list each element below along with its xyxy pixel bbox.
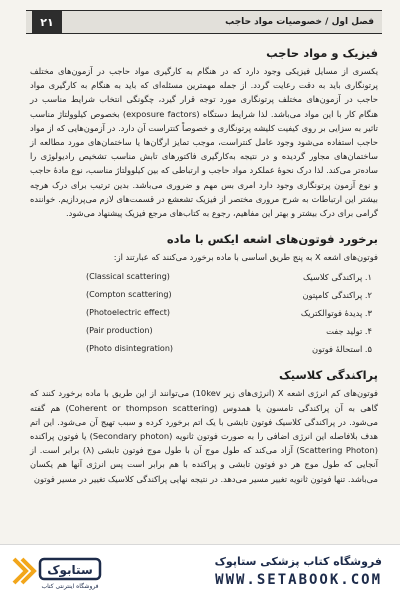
section-title-physics: فیزیک و مواد حاجب [266, 46, 378, 60]
section-title-interactions: برخورد فوتون‌های اشعه ایکس با ماده [166, 232, 378, 247]
section-intro-interactions: فوتون‌های اشعه X به پنج طریق اساسی با ماده برخورد می‌کنند که عبارتند از: [113, 252, 378, 263]
svg-text:فروشگاه اینترنتی کتاب: فروشگاه اینترنتی کتاب [41, 583, 99, 590]
running-head: فصل اول / خصوصیات مواد حاجب [225, 17, 374, 27]
list-item: ۳. پدیدهٔ فوتوالکتریک (Photoelectric effect) [86, 308, 372, 319]
list-item: ۴. تولید جفت (Pair production) [86, 326, 372, 337]
interaction-list [30, 268, 378, 358]
store-footer-banner [0, 544, 400, 597]
page-content [30, 38, 378, 486]
store-url[interactable]: WWW.SETABOOK.COM [215, 572, 382, 588]
setabook-logo [10, 551, 122, 591]
section-paragraph-physics: یکسری از مسایل فیزیکی وجود دارد که در هنگام به کارگیری مواد حاجب در آزمون‌های مختلف پرتونگاری باید به دقت رعایت گردد. از جمله مهمترین مسئله‌ای که باید به هنگام به کارگیری مواد حاجب در آزمون‌های مختلف پرتونگاری مورد توجه قرار گیرد، چگونگی انتخاب شرایط مناسب در هنگام کار با این مواد می‌باشد. لذا شرایط دستگاه (exposure factors) بخصوص کیلوولتاژ مناسب تاثیر به سزایی بر روی کیفیت کلیشه پرتونگاری و خصوصاً کنتراست آن دارد. در آزمون‌هایی که از مواد حاجب استفاده می‌شود وجود عامل کنتراست، موجب تمایز ارگان‌ها یا ساختمان‌های مورد مطالعه از ساختمان‌های مجاور گردیده و در نتیجه به‌کارگیری فاکتورهای تابش مناسب تشخیص رادیولوژی را ساده‌تر می‌کند. لذا درک نحوهٔ عملکرد مواد حاجب و ارتباطی که بین کیلوولتاژ مناسب، نوع مادهٔ حاجب و نوع آزمون پرتونگاری وجود دارد امری بس مهم و ضروری می‌باشد. بدین ترتیب برای درک هرچه بیشتر این ارتباطات به شرح مروری مختصر از فیزیک تشعشع در قسمت‌های لازم می‌پردازیم. خواننده گرامی برای درک بیشتر و بهتر این مفاهیم، رجوع به کتاب‌های مرجع فیزیک پیشنهاد می‌شود. [30, 66, 378, 219]
list-item: ۱. پراکندگی کلاسیک (Classical scattering) [86, 272, 372, 283]
store-name: فروشگاه کتاب پزشکی ستاپوک [214, 555, 382, 568]
list-item: ۲. پراکندگی کامپتون (Compton scattering) [86, 290, 372, 301]
page-number: ۲۱ [32, 11, 62, 33]
section-title-classical: پراکندگی کلاسیک [279, 368, 378, 383]
svg-text:ستابوک: ستابوک [47, 563, 93, 577]
section-paragraph-classical: فوتون‌های کم انرژی اشعه X (انرژی‌های زیر 10kev) می‌توانند از این طریق با ماده برخورد کنند که گاهی به آن پراکندگی تامسون یا همدوس (Coherent or thompson scattering) هم گفته می‌شود. در پراکندگی کلاسیک فوتون تابشی با یک اتم برخورد کرده و سبب تهیج آن می‌شود. این اتم هدف بلافاصله این انرژی اضافی را به صورت فوتون ثانویه (Secondary photon) یا فوتون پراکنده (Scattering Photon) آزاد می‌کند که طول موج آن با طول موج فوتون تابشی (λ) برابر است. از آنجایی که طول موج هر دو فوتون تابشی و پراکنده با هم برابر است پس انرژی آنها هم یکسان می‌باشد. تنها فوتون ثانویه تغییر مسیر می‌دهد. در نتیجه نهایی پراکندگی کلاسیک تغییر در مسیر فوتون [30, 388, 378, 484]
page-header [26, 10, 382, 34]
list-item: ۵. استحالهٔ فوتون (Photo disintegration) [86, 344, 372, 355]
